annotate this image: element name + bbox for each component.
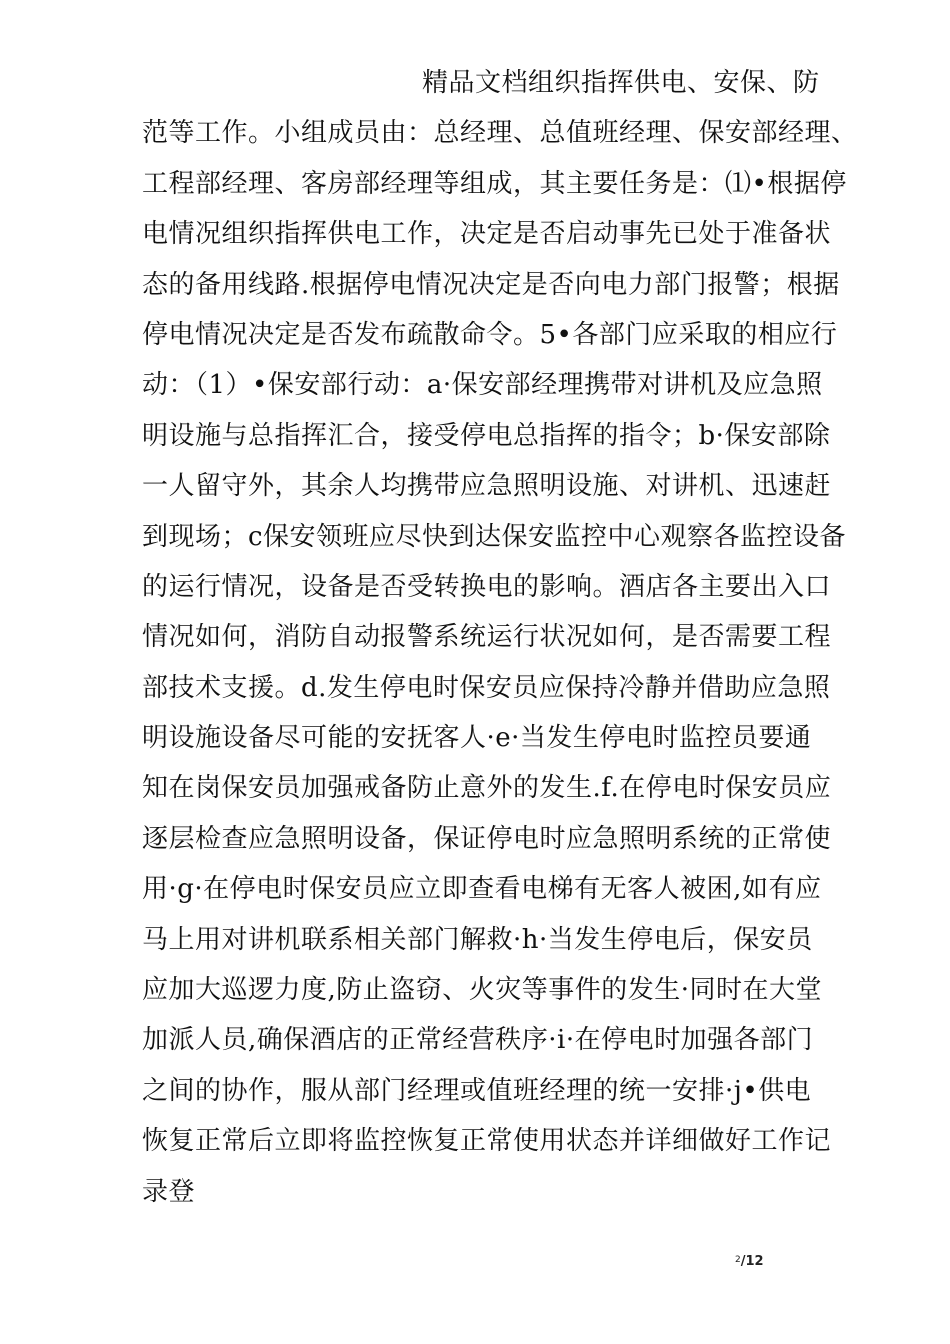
text-line: 一人留守外，其余人均携带应急照明设施、对讲机、迅速赶: [142, 471, 832, 502]
page-number: [735, 1252, 764, 1270]
body-text: [142, 58, 858, 1217]
text-line: 态的备用线路.根据停电情况决定是否向电力部门报警；根据: [142, 269, 840, 300]
text-line: 停电情况决定是否发布疏散命令。5•各部门应采取的相应行: [142, 319, 838, 350]
text-line: 电情况组织指挥供电工作，决定是否启动事先已处于准备状: [142, 219, 832, 250]
text-line: 恢复正常后立即将监控恢复正常使用状态并详细做好工作记: [142, 1126, 832, 1157]
text-line: 工程部经理、客房部经理等组成，其主要任务是：⑴•根据停: [142, 168, 847, 199]
text-line: 知在岗保安员加强戒备防止意外的发生.f.在停电时保安员应: [142, 773, 832, 804]
text-line: 情况如何，消防自动报警系统运行状况如何，是否需要工程: [142, 622, 832, 653]
text-line: 精品文档组织指挥供电、安保、防: [422, 68, 820, 98]
text-line: 明设施与总指挥汇合，接受停电总指挥的指令；b·保安部除: [142, 420, 831, 451]
text-line: 的运行情况，设备是否受转换电的影响。酒店各主要出入口: [142, 571, 832, 602]
page-number-total: /12: [740, 1254, 764, 1269]
text-line: 范等工作。小组成员由：总经理、总值班经理、保安部经理、: [142, 118, 858, 149]
text-line: 加派人员,确保酒店的正常经营秩序·i·在停电时加强各部门: [142, 1025, 814, 1056]
text-line: 明设施设备尽可能的安抚客人·e·当发生停电时监控员要通: [142, 723, 812, 754]
text-line: 动：（1）•保安部行动：a·保安部经理携带对讲机及应急照: [142, 370, 823, 401]
text-line: 应加大巡逻力度,防止盗窃、火灾等事件的发生·同时在大堂: [142, 975, 823, 1006]
text-line: 到现场；c保安领班应尽快到达保安监控中心观察各监控设备: [142, 521, 847, 552]
text-line: 马上用对讲机联系相关部门解救·h·当发生停电后，保安员: [142, 924, 813, 955]
text-line: 部技术支援。d.发生停电时保安员应保持冷静并借助应急照: [142, 672, 831, 703]
text-line: 逐层检查应急照明设备，保证停电时应急照明系统的正常使: [142, 823, 832, 854]
text-line: 用·g·在停电时保安员应立即查看电梯有无客人被困,如有应: [142, 874, 822, 905]
text-line: 录登: [142, 1176, 196, 1207]
page-number-current: 2: [735, 1255, 741, 1265]
text-line: 之间的协作，服从部门经理或值班经理的统一安排·j•供电: [142, 1075, 812, 1106]
